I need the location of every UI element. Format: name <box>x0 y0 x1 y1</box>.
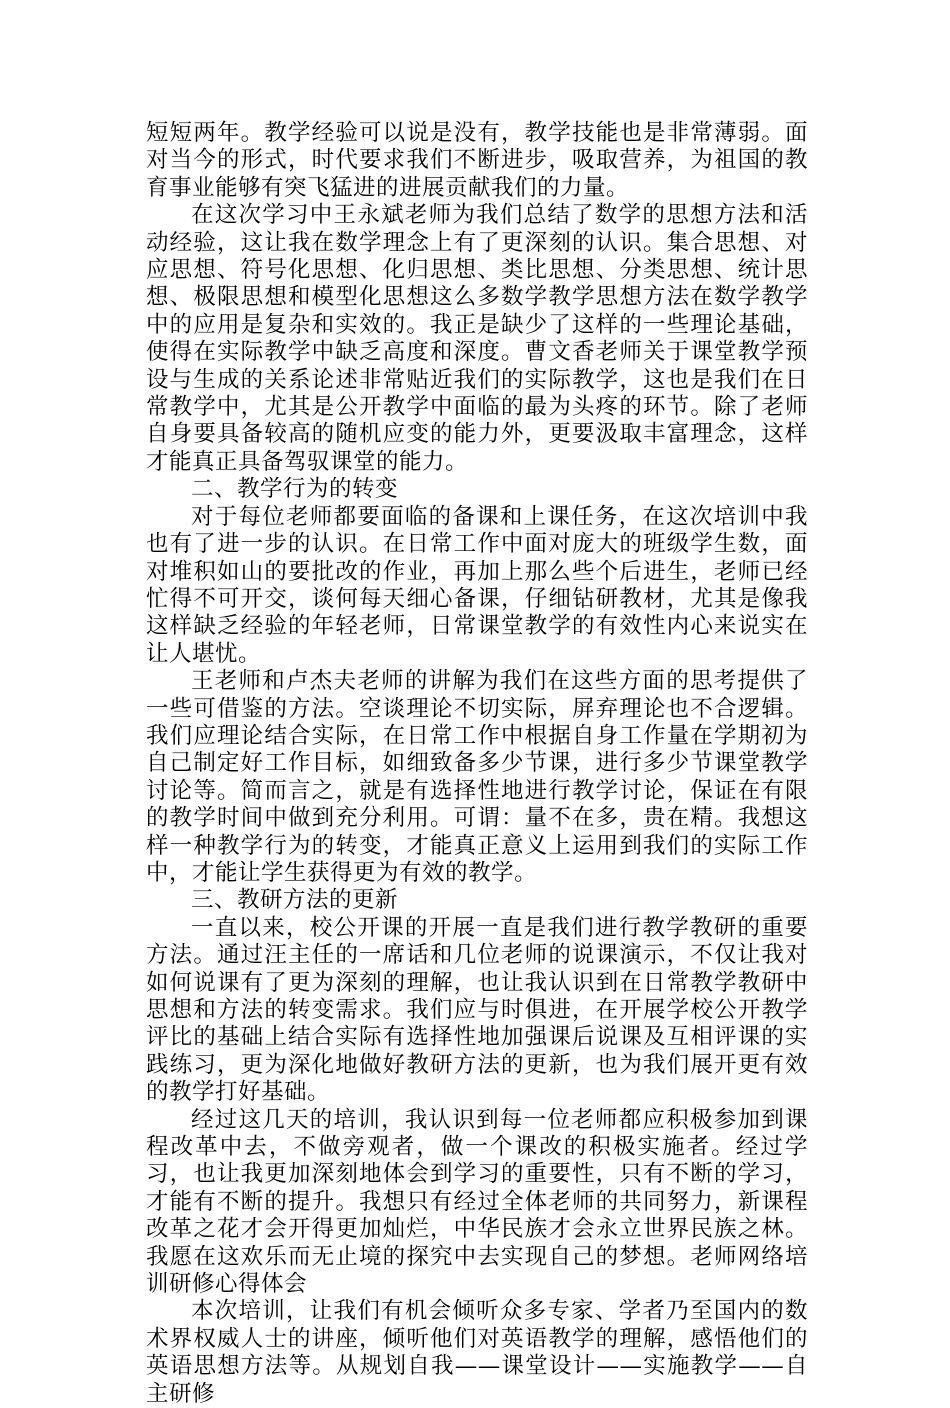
section-heading-research-methods: 三、教研方法的更新 <box>191 887 399 914</box>
paragraph-theory-practice: 王老师和卢杰夫老师的讲解为我们在这些方面的思考提供了一些可借鉴的方法。空谈理论不切实际，屏弃理论也不合逻辑。我们应理论结合实际，在日常工作中根据自身工作量在学期初为自己制定好工作目标，如细致备多少节课，进行多少节课堂教学讨论等。简而言之，就是有选择性地进行教学讨论，保证在有限的教学时间中做到充分利用。可谓：量不在多，贵在精。我想这样一种教学行为的转变，才能真正意义上运用到我们的实际工作中，才能让学生获得更为有效的教学。 <box>146 668 808 886</box>
paragraph-math-thinking-methods: 在这次学习中王永斌老师为我们总结了数学的思想方法和活动经验，这让我在数学理念上有了更深刻的认识。集合思想、对应思想、符号化思想、化归思想、类比思想、分类思想、统计思想、极限思想和模型化思想这么多数学教学思想方法在数学教学中的应用是复杂和实效的。我正是缺少了这样的一些理论基础，使得在实际教学中缺乏高度和深度。曹文香老师关于课堂教学预设与生成的关系论述非常贴近我们的实际教学，这也是我们在日常教学中，尤其是公开教学中面临的最为头疼的环节。除了老师自身要具备较高的随机应变的能力外，更要汲取丰富理念，这样才能真正具备驾驭课堂的能力。 <box>146 202 808 475</box>
document-body <box>146 120 808 1408</box>
section-heading-teaching-behavior: 二、教学行为的转变 <box>191 476 399 503</box>
paragraph-open-class: 一直以来，校公开课的开展一直是我们进行教学教研的重要方法。通过汪主任的一席话和几位老师的说课演示，不仅让我对如何说课有了更为深刻的理解，也让我认识到在日常教学教研中思想和方法的转变需求。我们应与时俱进，在开展学校公开教学评比的基础上结合实际有选择性地加强课后说课及互相评课的实践练习，更为深化地做好教研方法的更新，也为我们展开更有效的教学打好基础。 <box>146 914 808 1106</box>
paragraph-training-reflection: 经过这几天的培训，我认识到每一位老师都应积极参加到课程改革中去，不做旁观者，做一个课改的积极实施者。经过学习，也让我更加深刻地体会到学习的重要性，只有不断的学习，才能有不断的提升。我想只有经过全体老师的共同努力，新课程改革之花才会开得更加灿烂，中华民族才会永立世界民族之林。我愿在这欢乐而无止境的探究中去实现自己的梦想。老师网络培训研修心得体会 <box>146 1106 808 1298</box>
paragraph-training-lectures: 本次培训，让我们有机会倾听众多专家、学者乃至国内的数术界权威人士的讲座，倾听他们对英语教学的理解，感悟他们的英语思想方法等。从规划自我——课堂设计——实施教学——自主研修 <box>146 1298 808 1407</box>
paragraph-continued-intro: 短短两年。教学经验可以说是没有，教学技能也是非常薄弱。面对当今的形式，时代要求我们不断进步，吸取营养，为祖国的教育事业能够有突飞猛进的进展贡献我们的力量。 <box>146 120 808 201</box>
paragraph-lesson-preparation: 对于每位老师都要面临的备课和上课任务，在这次培训中我也有了进一步的认识。在日常工作中面对庞大的班级学生数，面对堆积如山的要批改的作业，再加上那么些个后进生，老师已经忙得不可开交，谈何每天细心备课，仔细钻研教材，尤其是像我这样缺乏经验的年轻老师，日常课堂教学的有效性内心来说实在让人堪忧。 <box>146 503 808 667</box>
